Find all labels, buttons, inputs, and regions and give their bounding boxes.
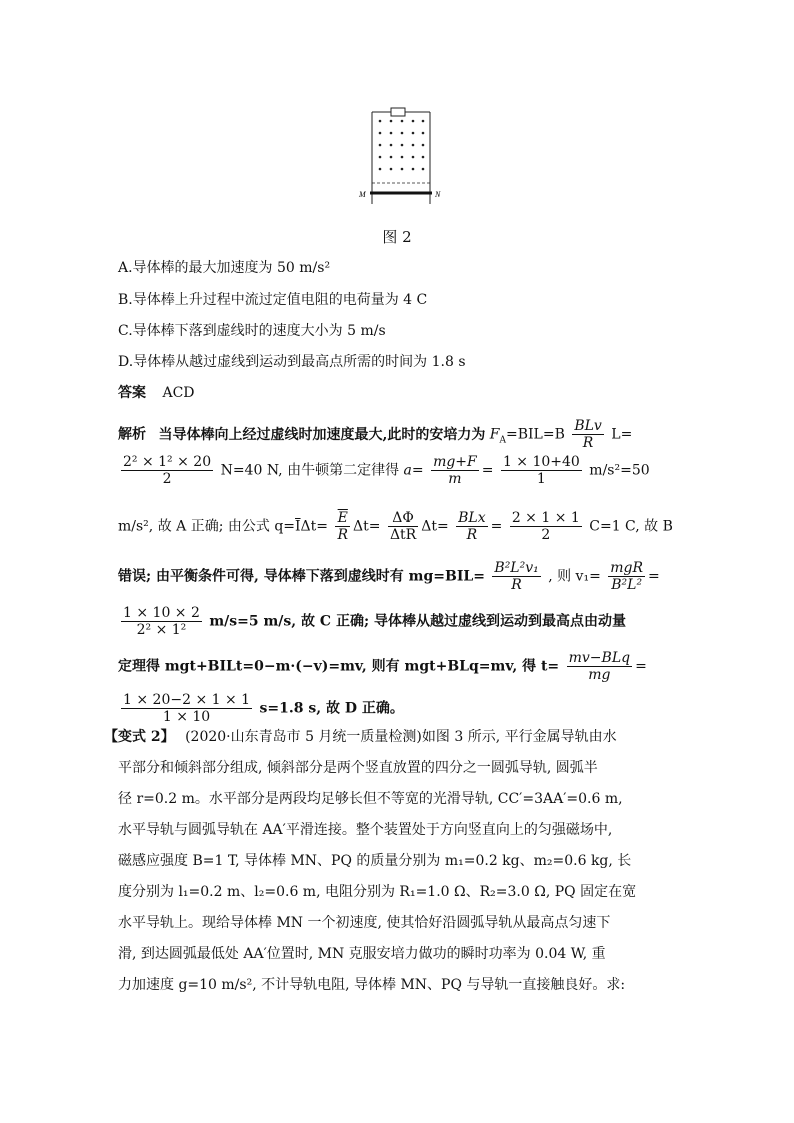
fraction-v1 <box>608 560 645 593</box>
variant-line-1 <box>104 727 684 747</box>
fraction-flux <box>388 510 418 543</box>
variant-line-2: 平部分和倾斜部分组成, 倾斜部分是两个竖直放置的四分之一圆弧导轨, 圆弧半 <box>118 760 598 776</box>
fraction-denominator: R <box>337 527 349 543</box>
fraction-numerator: mv−BLq <box>568 650 631 666</box>
analysis-text-1: 当导体棒向上经过虚线时加速度最大,此时的安培力为 <box>158 426 486 443</box>
fraction-numerator: BLv <box>574 418 602 434</box>
variant-line-4: 水平导轨与圆弧导轨在 AA′平滑连接。整个装置处于方向竖直向上的匀强磁场中, <box>118 822 613 838</box>
rod-label-n: N <box>435 190 441 199</box>
fraction-numerator: 1 × 20−2 × 1 × 1 <box>123 692 251 708</box>
fraction-denominator: R <box>466 527 478 543</box>
option-b: B.导体棒上升过程中流过定值电阻的电荷量为 4 C <box>118 292 428 308</box>
fraction-denominator: 2 <box>541 527 551 543</box>
fraction-blv-r <box>572 418 604 451</box>
force-symbol: F <box>489 426 500 443</box>
fraction-numerator: 2 × 1 × 1 <box>511 510 580 526</box>
option-a: A.导体棒的最大加速度为 50 m/s² <box>118 260 331 276</box>
answer-label: 答案 <box>118 385 146 401</box>
fraction-blx-r <box>456 510 487 543</box>
answer-line <box>118 383 678 403</box>
fraction-v1-calc <box>121 605 202 638</box>
fraction-charge-calc <box>510 510 582 543</box>
analysis-text-6: 定理得 mgt+BILt=0−m·(−v)=mv, 则有 mgt+BLq=mv, 得 t= <box>118 658 560 675</box>
fraction-time <box>567 650 632 683</box>
fraction-denominator: mg <box>588 667 611 683</box>
analysis-eq-1-end: L= <box>611 426 633 443</box>
fraction-numerator: B²L²v₁ <box>494 560 539 576</box>
answer-value: ACD <box>162 385 195 401</box>
fraction-force-calc <box>121 454 213 487</box>
fraction-numerator: mgR <box>610 560 644 576</box>
analysis-text-2-end: m/s²=50 <box>589 462 650 479</box>
analysis-line-7 <box>118 692 678 725</box>
fraction-numerator: 1 × 10+40 <box>502 454 580 470</box>
variant-line-8: 滑, 到达圆弧最低处 AA′位置时, MN 克服安培力做功的瞬时功率为 0.04 W, 重 <box>118 946 606 962</box>
analysis-text-4-mid: , 则 v₁= <box>548 568 601 585</box>
fraction-numerator: ΔΦ <box>388 510 418 527</box>
analysis-line-4: 错误; 由平衡条件可得, 导体棒下落到虚线时有 mg=BIL= $\frac{\text{B²L²v₁}}{R}$ , 则 v₁= $\frac{\text{mgR}}{\text{B²L²}}$ = <box>118 560 660 593</box>
variant-line-3: 径 r=0.2 m。水平部分是两段均足够长但不等宽的光滑导轨, CC′=3AA′=0.6 m, <box>118 791 623 807</box>
fraction-denominator: 2 <box>162 471 172 487</box>
fraction-denominator: m <box>448 471 462 487</box>
variant-line-9: 力加速度 g=10 m/s², 不计导轨电阻, 导体棒 MN、PQ 与导轨一直接触良好。求: <box>118 977 626 993</box>
variant-line-7: 水平导轨上。现给导体棒 MN 一个初速度, 使其恰好沿圆弧导轨从最高点匀速下 <box>118 915 611 931</box>
fraction-denominator: R <box>511 577 522 593</box>
analysis-text-4: 错误; 由平衡条件可得, 导体棒下落到虚线时有 mg=BIL= <box>118 568 485 585</box>
fraction-denominator: B²L² <box>611 577 643 593</box>
analysis-eq-1: =BIL=B <box>506 426 565 443</box>
variant-line-6: 度分别为 l₁=0.2 m、l₂=0.6 m, 电阻分别为 R₁=1.0 Ω、R₂=3.0 Ω, PQ 固定在宽 <box>118 884 637 900</box>
fraction-numerator: BLx <box>458 510 486 526</box>
analysis-line-6: 定理得 mgt+BILt=0−m·(−v)=mv, 则有 mgt+BLq=mv, 得 t= $\frac{\text{mv−BLq}}{mg}$ = <box>118 650 647 683</box>
magnetic-field-diagram <box>356 104 446 206</box>
variant-text-1: (2020·山东青岛市 5 月统一质量检测)如图 3 所示, 平行金属导轨由水 <box>185 729 617 745</box>
fraction-numerator: $\overline{E}$ <box>335 510 350 527</box>
fraction-denominator: 2² × 1² <box>136 622 187 638</box>
analysis-text-5: m/s=5 m/s, 故 C 正确; 导体棒从越过虚线到运动到最高点由动量 <box>209 613 626 630</box>
analysis-line-2: $\frac{\text{2² × 1² × 20}}{2}$ N=40 N, 由牛顿第二定律得 a= $\frac{mg+F}{m}$ = $\frac{1 \times 10+40}{1}$ m/s²=50 <box>123 454 650 487</box>
analysis-line-1: 解析 当导体棒向上经过虚线时加速度最大,此时的安培力为 $F_A=BIL=B$ $\frac{\text{BLv}}{R}$ L= <box>118 418 633 451</box>
analysis-text-3-end: C=1 C, 故 B <box>589 518 673 535</box>
fraction-denominator: ΔtR <box>389 527 417 543</box>
analysis-text-2: N=40 N, 由牛顿第二定律得 <box>220 462 400 479</box>
variant-line-5: 磁感应强度 B=1 T, 导体棒 MN、PQ 的质量分别为 m₁=0.2 kg、m₂=0.6 kg, 长 <box>118 853 632 869</box>
fraction-accel-calc <box>501 454 582 487</box>
fraction-ampere <box>492 560 540 593</box>
rod-label-m: M <box>359 190 366 199</box>
analysis-text-7: s=1.8 s, 故 D 正确。 <box>259 700 404 717</box>
fraction-denominator: 1 <box>536 471 546 487</box>
fraction-time-calc <box>121 692 252 725</box>
accel-symbol: a= <box>403 462 424 479</box>
option-c: C.导体棒下落到虚线时的速度大小为 5 m/s <box>118 323 386 339</box>
fraction-denominator: R <box>582 435 594 451</box>
fraction-numerator: 2² × 1² × 20 <box>123 454 212 470</box>
fraction-numerator: mg+F <box>433 454 477 470</box>
analysis-line-5 <box>118 605 678 638</box>
fraction-e-r <box>335 510 350 543</box>
fraction-denominator: 1 × 10 <box>162 709 211 725</box>
figure-caption: 图 2 <box>382 228 412 246</box>
variant-label: 【变式 2】 <box>104 729 175 745</box>
fraction-numerator: 1 × 10 × 2 <box>123 605 200 621</box>
figure-2-diagram <box>356 104 446 206</box>
fraction-newton <box>431 454 479 487</box>
analysis-label: 解析 <box>118 426 146 443</box>
analysis-line-3: m/s², 故 A 正确; 由公式 $q=\overline{I}\Delta t=$ $\frac{\overline{E}}{R}$ Δt= $\frac{\Delta\Phi}{\text{ΔtR}}$ Δt= $\frac{\text{BLx}}{R}$ = $\frac{2 \times 1 \times 1}{2}$ C=1 C, 故 B <box>118 510 673 543</box>
analysis-text-3: m/s², 故 A 正确; 由公式 q= <box>118 518 296 535</box>
option-d: D.导体棒从越过虚线到运动到最高点所需的时间为 1.8 s <box>118 354 466 370</box>
